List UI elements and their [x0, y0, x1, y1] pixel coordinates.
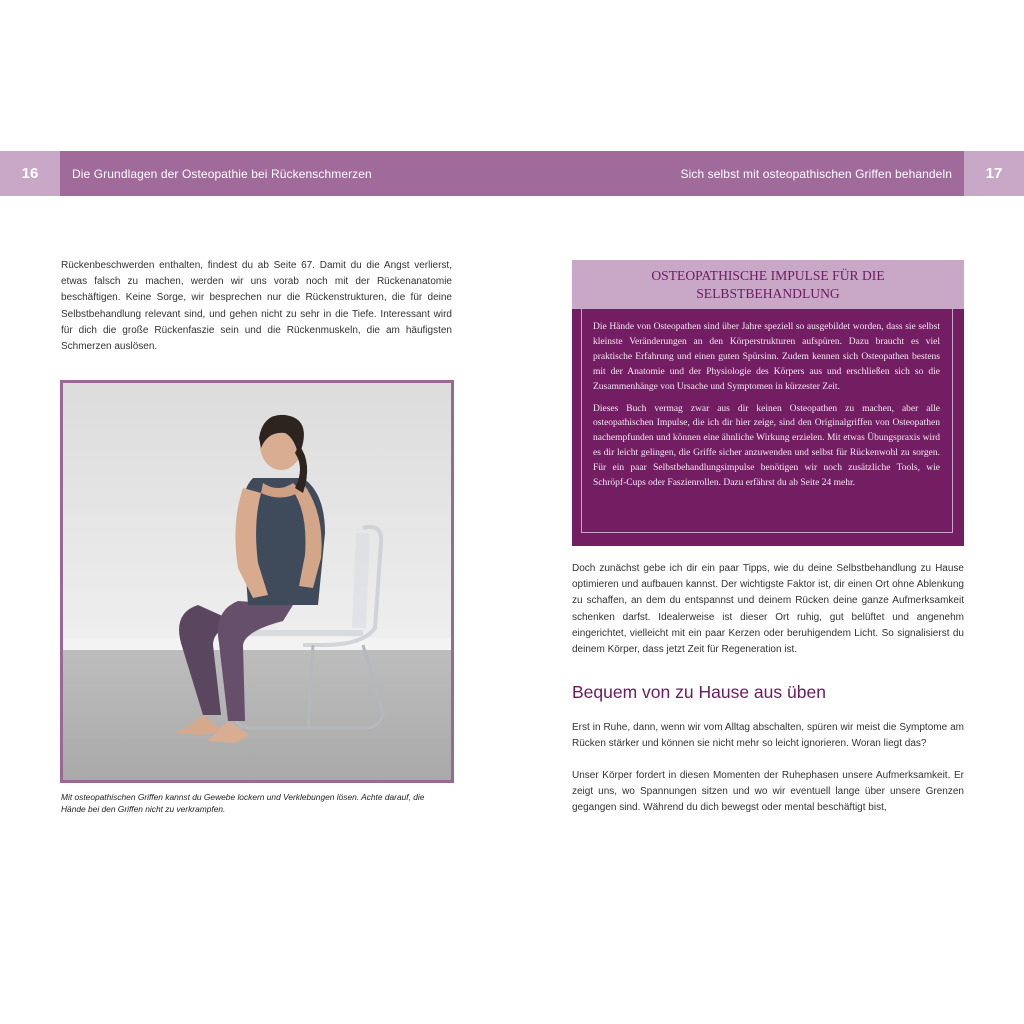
running-header: [0, 151, 1024, 196]
right-page-number: 17: [964, 151, 1024, 196]
info-box-inner-frame: [581, 309, 953, 533]
info-box-title-line2: SELBSTBEHANDLUNG: [696, 285, 840, 301]
right-paragraph-2: Erst in Ruhe, dann, wenn wir vom Alltag abschalten, spüren wir meist die Symptome am Rücken stärker und können sie nicht mehr so leicht ignorieren. Woran liegt das?: [572, 722, 964, 750]
seated-woman-illustration: [63, 383, 451, 780]
info-box-title-line1: OSTEOPATHISCHE IMPULSE FÜR DIE: [651, 267, 885, 283]
right-running-title: Sich selbst mit osteopathischen Griffen behandeln: [680, 166, 952, 181]
right-paragraph-3: Unser Körper fordert in diesen Momenten der Ruhephasen unsere Aufmerksamkeit. Er zeigt uns, wo Spannungen sitzen und wo wir eventuell lange über unsere Grenzen gegangen sind. Während du dich bewegst oder mental beschäftigt bist,: [572, 770, 964, 814]
photo-caption: Mit osteopathischen Griffen kannst du Gewebe lockern und Verklebungen lösen. Achte darauf, die Hände bei den Griffen nicht zu verkrampfen.: [61, 792, 425, 815]
right-paragraph-1: Doch zunächst gebe ich dir ein paar Tipps, wie du deine Selbstbehandlung zu Hause optimieren und aufbauen kannst. Der wichtigste Faktor ist, dir einen Ort ohne Ablenkung zu schaffen, an dem du entspannst und deinem Rücken deine ganze Aufmerksamkeit schenken darfst. Idealerweise ist dieser Ort ruhig, gut belüftet und angenehm eingerichtet, vielleicht mit ein paar Kerzen oder beruhigendem Licht. So signalisierst du deinem Körper, dass jetzt Zeit für Regeneration ist.: [572, 563, 964, 656]
info-box-paragraph-1: Die Hände von Osteopathen sind über Jahre speziell so ausgebildet worden, dass sie selbst kleinste Veränderungen an den Körperstrukturen aufspüren. Dazu braucht es viel praktische Erfahrung und einen guten Spürsinn. Zudem kennen sich Osteopathen bestens mit der Anatomie und der Physiologie des Körpers aus und erschließen sich so die Zusammenhänge von Ursache und Symptomen in kürzester Zeit.: [593, 322, 940, 392]
section-heading: Bequem von zu Hause aus üben: [572, 682, 826, 702]
info-box-paragraph-2: Dieses Buch vermag zwar aus dir keinen Osteopathen zu machen, aber alle osteopathischen Impulse, die ich dir hier zeige, sind den Originalgriffen von Osteopathen nachempfunden und können eine ähnliche Wirkung erzielen. Mit etwas Übungspraxis wird es dir leicht gelingen, die Griffe sicher anzuwenden und selbst für Rückenwohl zu sorgen. Für ein paar Selbstbehandlungsimpulse benötigen wir noch zusätzliche Tools, wie Schröpf-Cups oder Faszienrollen. Dazu erfährst du ab Seite 24 mehr.: [593, 403, 940, 489]
left-running-title: Die Grundlagen der Osteopathie bei Rückenschmerzen: [72, 166, 372, 181]
info-box-body: [572, 309, 964, 546]
exercise-photo: [60, 380, 454, 783]
info-box-title: [572, 260, 964, 309]
left-intro-paragraph: Rückenbeschwerden enthalten, findest du ab Seite 67. Damit du die Angst verlierst, etwas falsch zu machen, werden wir uns vorab noch mit der Rückenanatomie beschäftigen. Keine Sorge, wir besprechen nur die Rückenstrukturen, die für deine Selbstbehandlung relevant sind, und gehen nicht zu sehr in die Tiefe. Interessant wird für dich die große Rückenfaszie sein und die Rückenmuskeln, die am häufigsten Schmerzen auslösen.: [61, 260, 452, 353]
left-page-number: 16: [0, 151, 60, 196]
info-box: [572, 260, 964, 546]
